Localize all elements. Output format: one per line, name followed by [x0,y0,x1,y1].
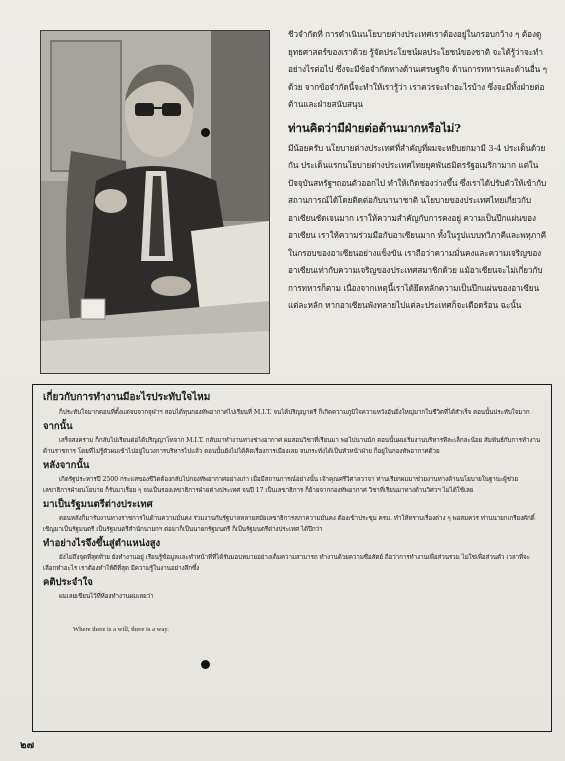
box-paragraph-3: เกิดรัฐประหารปี 2500 กระแสของชีวิตต้องกลับไปกองทัพอากาศอย่างเก่า เมื่อมีสถานการณ์อย่างนั้น เจ้าคุณศรีวิศาลวาจา ท่านเรียกผมมาช่วยงานทางด้านนโยบายในฐานะผู้ช่วยเลขาธิการฝ่ายนโยบาย ก็รับมาเรื่อย ๆ จนเป็นรองเลขาธิการฝ่ายต่างประเทศ จนปี 17 เป็นเลขาธิการ ก็ย้ายจากกองทัพอากาศ วิชาที่เรียนมาทางด้านวิศวฯ ไม่ได้ใช้เลย [43,476,518,494]
box-heading-2: หลังจากนั้น [43,460,90,471]
portrait-photo [40,30,270,374]
box-paragraph-4: ตอนหลังก็มารับงานทางราชการในด้านความมั่นคง ร่วมงานกับรัฐบาลหลายสมัยเลขาธิการสภาความมั่นคง ต้องเข้าประชุม ครม. ทำให้ทราบเรื่องต่าง ๆ พอสมควร ท่านนายกเกรียงศักดิ์ เชิญมาเป็นรัฐมนตรี เป็นรัฐมนตรีสำนักนายกฯ ต่อมาก็เป็นนายกรัฐมนตรี ก็เป็นรัฐมนตรีต่างประเทศ ได้ปีกว่า [43,515,535,533]
box-paragraph-2: เสร็จสงคราม ก็กลับไปเรียนต่อได้ปริญญาโทจาก M.I.T. กลับมาทำงานทางช่างอากาศ ผมสอนวิชาที่เรียนมา พอไปนานนัก ตอนนั้นผมเริ่มงานบริหารทีละเล็กละน้อย สัมพันธ์กับการทำงานด้านราชการ โดยที่ไม่รู้ตัวผมเข้าไปอยู่ในวงการบริหารไปแล้ว ตอนนั้นยังไม่ได้คิดเรื่องการเมืองเลย จนกระทั่งได้เป็นหัวหน้าฝ่าย ก็อยู่ในกองทัพอากาศด้วย [43,437,541,455]
portrait-illustration [41,31,269,373]
box-paragraph-5: ยังไม่ถึงจุดที่สุดท้าย ยังทำงานอยู่ เรียนรู้ข้อมูลและทำหน้าที่ที่ได้รับมอบหมายอย่างเต็มความสามารถ ทำงานด้วยความซื่อสัตย์ ถือว่าการทำงานเพื่อส่วนรวม ไม่ใช่เพื่อส่วนตัว เวลาที่จะเลือกทำอะไร เราต้องทำให้ดีที่สุด มีความรู้ในงานอย่างลึกซึ้ง [43,554,530,572]
box-paragraph-6: ผมเลยเขียนไว้ที่ห้องทำงานผมเลยว่า [59,593,154,600]
box-paragraph-1: ก็ประทับใจมากตอนที่ตั้งแต่จบจากจุฬาฯ สอบได้ทุนกองทัพอากาศไปเรียนที่ M.I.T. จนได้ปริญญาตรี ก็เกิดความภูมิใจความหวังอันยิ่งใหญ่มากในชีวิตที่ได้สำเร็จ ตอนนั้นประทับใจมาก [59,409,530,416]
interview-column [288,26,552,315]
box-title: เกี่ยวกับการทำงานมีอะไรประทับใจไหม [43,392,211,403]
motto-quote: Where there is a will, there is a way. [73,626,169,633]
box-heading-3: มาเป็นรัฐมนตรีต่างประเทศ [43,499,153,510]
sidebar-box [32,384,552,732]
interview-question: ท่านคิดว่ามีฝ่ายต่อต้านมากหรือไม่? [288,120,461,135]
page-number: ๒๗ [20,740,35,751]
box-heading-1: จากนั้น [43,421,73,432]
box-heading-4: ทำอย่างไรจึงขึ้นสู่ตำแหน่งสูง [43,538,161,549]
answer-paragraph-2: มีน้อยครับ นโยบายต่างประเทศที่สำคัญที่ผมจะหยิบยกมามี 3-4 ประเด็นด้วยกัน ประเด็นแรกนโยบายต่างประเทศไทยยุคพันธมิตรรัฐอเมริกามาก แต่ในปัจจุบันสหรัฐฯถอนตัวออกไป ทำให้เกิดช่องว่างขึ้น ซึ่งเราได้ปรับตัวให้เข้ากับสถานการณ์ได้โดยติดต่อกับนานาชาติ นโยบายของประเทศไทยเกี่ยวกับอาเซียนชัดเจนมาก เราให้ความสำคัญกับการคงอยู่ ความเป็นปึกแผ่นของอาเซียน เราให้ความร่วมมือกับอาเซียนมาก ทั้งในรูปแบบทวิภาคีและพหุภาคีในกรอบของอาเซียนอย่างแข็งขัน เราถือว่าความมั่นคงและความเจริญของอาเซียนเท่ากับความเจริญของประเทศสมาชิกด้วย แม้อาเซียนจะไม่เกี่ยวกับการทหารก็ตาม เนื่องจากเหตุนี้เราได้ยึดหลักความเป็นปึกแผ่นของอาเซียนแต่ละหลัก หากอาเซียนพังทลายไปแต่ละประเทศก็จะเดือดร้อน ฉะนั้น [288,142,547,310]
answer-paragraph-1: ชีวจำกัดที่ การดำเนินนโยบายต่างประเทศเราต้องอยู่ในกรอบกว้าง ๆ ต้องดูยุทธศาสตร์ของเราด้วย รู้จัดประโยชน์ผลประโยชน์ของชาติ จะได้รู้ว่าจะทำอย่างไรต่อไป ซึ่งจะมีข้อจำกัดทางด้านเศรษฐกิจ ด้านการทหารและด้านอื่น ๆ ด้วย จากข้อจำกัดนี้จะทำให้เรารู้ว่า เราควรจะทำอะไรบ้าง ซึ่งจะมีทั้งฝ่ายต่อต้านและฝ่ายสนับสนุน [288,29,547,109]
box-heading-5: คติประจำใจ [43,577,93,588]
binder-hole-1 [201,128,210,137]
